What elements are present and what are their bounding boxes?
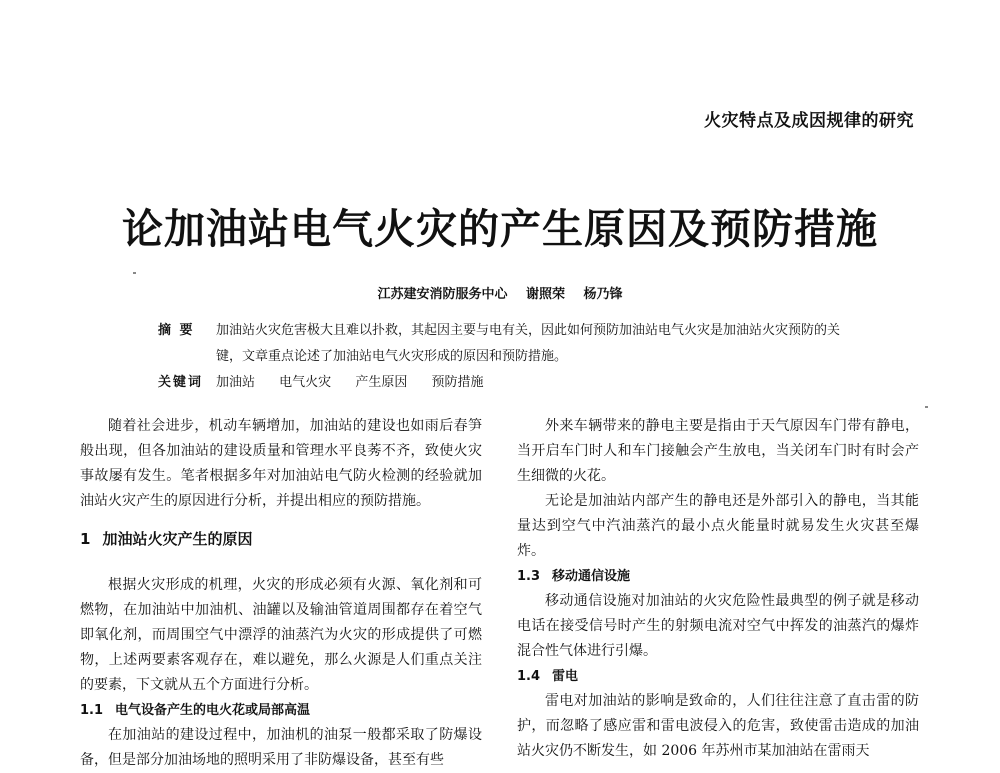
byline [0, 283, 1000, 302]
subsection-number: 1.1 [80, 703, 104, 718]
scan-speck [925, 406, 928, 408]
keyword: 电气火灾 [279, 375, 332, 390]
subsection-heading-1-3 [517, 564, 919, 589]
subsection-number: 1.3 [517, 569, 541, 584]
left-column [80, 414, 482, 773]
keywords-label: 关键词 [158, 375, 204, 390]
subsection-1-1-paragraph: 在加油站的建设过程中，加油机的油泵一般都采取了防爆设备，但是部分加油场地的照明采用了非防爆设备，甚至有些 [80, 727, 482, 768]
section-1-paragraph: 根据火灾形成的机理，火灾的形成必须有火源、氧化剂和可燃物，在加油站中加油机、油罐以及输油管道周围都存在着空气即氧化剂，而周围空气中漂浮的油蒸汽为火灾的形成提供了可燃物，上述两要素客观存在，难以避免，那么火源是人们重点关注的要素，下文就从五个方面进行分析。 [80, 577, 482, 693]
subsection-title: 移动通信设施 [552, 569, 631, 584]
abstract-label: 摘 要 [158, 323, 195, 338]
subsection-1-3-paragraph: 移动通信设施对加油站的火灾危险性最典型的例子就是移动电话在接受信号时产生的射频电流对空气中挥发的油蒸汽的爆炸混合性气体进行引爆。 [517, 593, 919, 659]
paper-title: 论加油站电气火灾的产生原因及预防措施 [122, 205, 878, 253]
subsection-title: 雷电 [552, 669, 579, 684]
keyword: 加油站 [216, 375, 256, 390]
affiliation: 江苏建安消防服务中心 [377, 287, 508, 302]
scan-speck [133, 272, 136, 274]
intro-paragraph: 随着社会进步，机动车辆增加，加油站的建设也如雨后春笋般出现，但各加油站的建设质量和管理水平良莠不齐，致使火灾事故屡有发生。笔者根据多年对加油站电气防火检测的经验就加油站火灾产生的原因进行分析，并提出相应的预防措施。 [80, 418, 482, 509]
keywords-list [216, 370, 858, 396]
abstract-block [158, 318, 858, 396]
static-paragraph-2: 无论是加油站内部产生的静电还是外部引入的静电，当其能量达到空气中汽油蒸汽的最小点火能量时就易发生火灾甚至爆炸。 [517, 493, 919, 559]
section-number: 1 [80, 530, 91, 548]
static-paragraph-1: 外来车辆带来的静电主要是指由于天气原因车门带有静电，当开启车门时人和车门接触会产生放电，当关闭车门时有时会产生细微的火花。 [517, 418, 919, 484]
section-header: 火灾特点及成因规律的研究 [704, 111, 914, 131]
section-heading-1 [80, 527, 482, 552]
subsection-number: 1.4 [517, 669, 541, 684]
section-title: 加油站火灾产生的原因 [102, 530, 253, 548]
subsection-heading-1-4 [517, 664, 919, 689]
keyword: 预防措施 [431, 375, 484, 390]
subsection-heading-1-1 [80, 698, 482, 723]
subsection-1-4-paragraph: 雷电对加油站的影响是致命的，人们往往注意了直击雷的防护，而忽略了感应雷和雷电波侵入的危害，致使雷击造成的加油站火灾仍不断发生，如 2006 年苏州市某加油站在雷雨天 [517, 693, 919, 759]
author-2: 杨乃锋 [583, 287, 623, 302]
subsection-title: 电气设备产生的电火花或局部高温 [115, 703, 311, 718]
right-column [517, 414, 919, 764]
abstract-text: 加油站火灾危害极大且难以扑救，其起因主要与电有关，因此如何预防加油站电气火灾是加油站火灾预防的关键，文章重点论述了加油站电气火灾形成的原因和预防措施。 [216, 323, 841, 364]
keyword: 产生原因 [355, 375, 408, 390]
author-1: 谢照荣 [525, 287, 565, 302]
